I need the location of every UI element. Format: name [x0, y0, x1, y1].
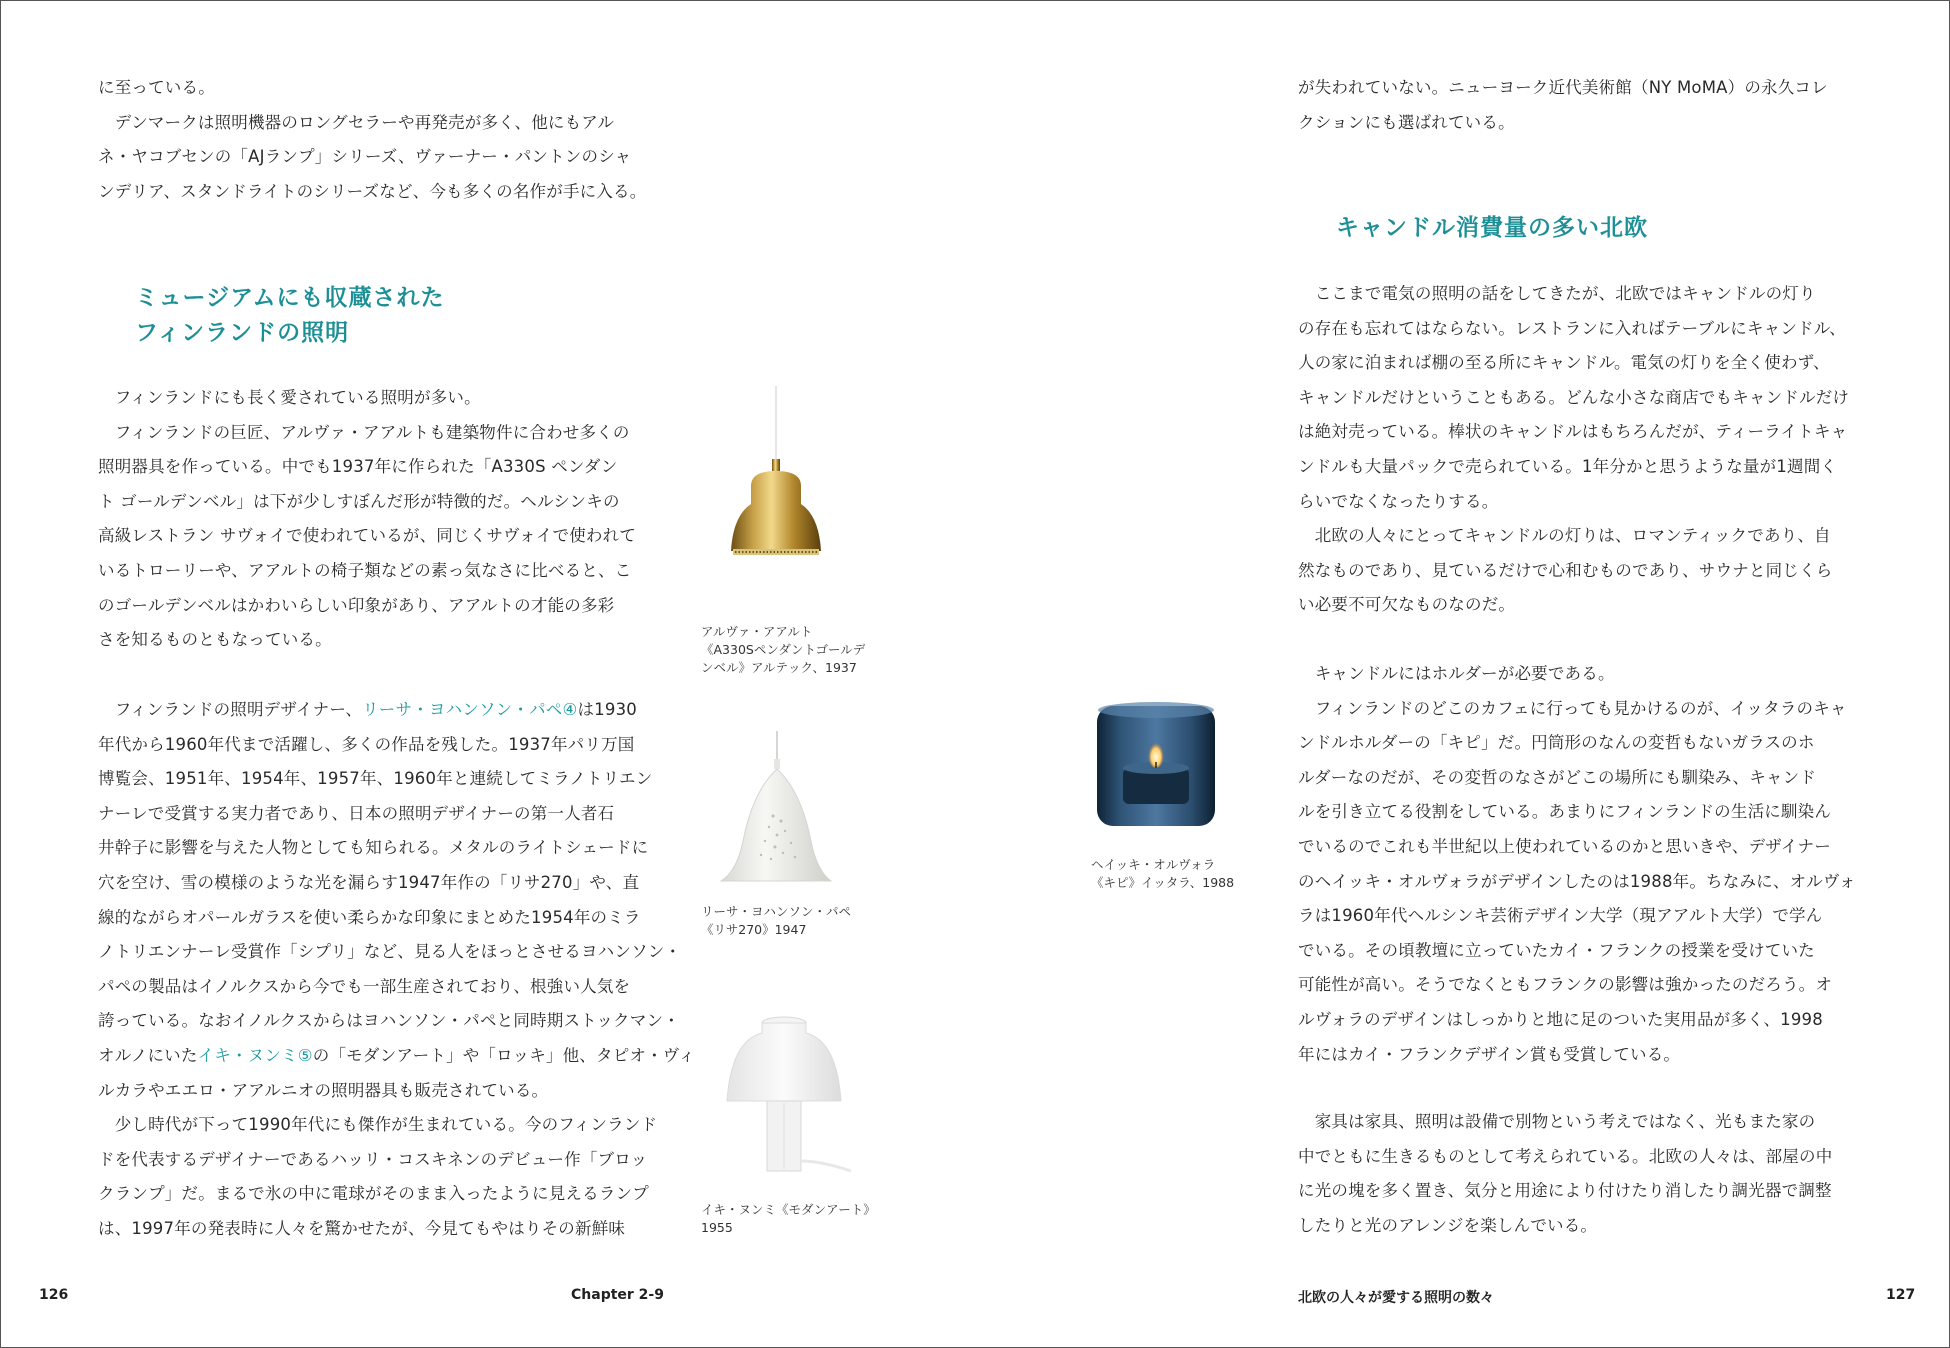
golden-bell-pendant-image	[711, 386, 841, 568]
designer-link-lisa-johansson-pape[interactable]: リーサ・ヨハンソン・パペ④	[362, 700, 578, 719]
left-page-number: 126	[39, 1287, 69, 1303]
designer-link-yki-nummi[interactable]: イキ・ヌンミ⑤	[197, 1045, 313, 1065]
left-section-heading: ミュージアムにも収蔵された フィンランドの照明	[135, 285, 445, 346]
right-running-head: 北欧の人々が愛する照明の数々	[1298, 1290, 1494, 1306]
caption-lisa270: リーサ・ヨハンソン・パペ 《リサ270》1947	[701, 904, 852, 937]
right-section2-text: キャンドルにはホルダーが必要である。 フィンランドのどこのカフェに行っても見かけるのが、イッタラのキャ ンドルホルダーの「キピ」だ。円筒形のなんの変哲もないガラスのホ ルダーなのだが、その変哲のなさがどこの場所にも馴染み、キャンド ルを引き立てる役割をしている。あまりにフィンランドの生活に馴染ん でいるのでこれも半世紀以上使われているのかと思いきや、デザイナー のヘイッキ・オルヴォラがデザインしたのは1988年。ちなみに、オルヴォ ラは1960年代ヘルシンキ芸術デザイン大学（現アアルト大学）で学ん でいる。その頃教壇に立っていたカイ・フランクの授業を受けていた 可能性が高い。そうでなくともフランクの影響は強かったのだろう。オ ルヴォラのデザインはしっかりと地に足のついた実用品が多く、1998 年にはカイ・フランクデザイン賞も受賞している。	[1298, 664, 1856, 1064]
left-section2-text: フィンランドの照明デザイナー、リーサ・ヨハンソン・パペ④は1930 年代から1960年代まで活躍し、多くの作品を残した。1937年パリ万国 博覧会、1951年、1954年、1957年、1960年と連続してミラノトリエン ナーレで受賞する実力者であり、日本の照明デザイナーの第一人者石 井幹子に影響を与えた人物としても知られる。メタルのライトシェードに 穴を空け、雪の模様のような光を漏らす1947年作の「リサ270」や、直 線的ながらオパールガラスを使い柔らかな印象にまとめた1954年のミラ ノトリエンナーレ受賞作「シプリ」など、見る人をほっとさせるヨハンソン・ パペの製品はイノルクスから今でも一部生産されており、根強い人気を 誇っている。なおイノルクスからはヨハンソン・パペと同時期ストックマン・ オルノにいたイキ・ヌンミ⑤の「モダンアート」や「ロッキ」他、タピオ・ヴィ ルカラやエエロ・アアルニオの照明器具も販売されている。 少し時代が下って1990年代にも傑作が生まれている。今のフィンランド ドを代表するデザイナーであるハッリ・コスキネンのデビュー作「ブロッ クランプ」だ。まるで氷の中に電球がそのまま入ったように見えるランプ は、1997年の発表時に人々を驚かせたが、今見てもやはりその新鮮味	[98, 700, 696, 1238]
left-section1-text: フィンランドにも長く愛されている照明が多い。 フィンランドの巨匠、アルヴァ・アアルトも建築物件に合わせ多くの 照明器具を作っている。中でも1937年に作られた「A330S ペンダン ト ゴールデンベル」は下が少しすぼんだ形が特徴的だ。ヘルシンキの 高級レストラン サヴォイで使われているが、同じくサヴォイで使われて いるトローリーや、アアルトの椅子類などの素っ気なさに比べると、こ のゴールデンベルはかわいらしい印象があり、アアルトの才能の多彩 さを知るものともなっている。	[98, 388, 637, 650]
right-page-number: 127	[1886, 1287, 1916, 1303]
left-intro-text: に至っている。 デンマークは照明機器のロングセラーや再発売が多く、他にもアル ネ・ヤコブセンの「AJランプ」シリーズ、ヴァーナー・パントンのシャ ンデリア、スタンドライトのシリーズなど、今も多くの名作が手に入る。	[98, 78, 647, 201]
right-section3-text: 家具は家具、照明は設備で別物という考えではなく、光もまた家の 中でともに生きるものとして考えられている。北欧の人々は、部屋の中 に光の塊を多く置き、気分と用途により付けたり消したり調光器で調整 したりと光のアレンジを楽しんでいる。	[1298, 1112, 1833, 1235]
caption-modern-art: イキ・ヌンミ《モダンアート》 1955	[701, 1202, 876, 1235]
caption-golden-bell: アルヴァ・アアルト 《A330Sペンダントゴールデ ンベル》アルテック、1937	[701, 624, 866, 675]
left-running-head: Chapter 2-9	[571, 1287, 664, 1303]
right-section1-text: ここまで電気の照明の話をしてきたが、北欧ではキャンドルの灯り の存在も忘れてはならない。レストランに入ればテーブルにキャンドル、 人の家に泊まれば棚の至る所にキャンドル。電気の灯りを全く使わず、 キャンドルだけということもある。どんな小さな商店でもキャンドルだけ は絶対売っている。棒状のキャンドルはもちろんだが、ティーライトキャ ンドルも大量パックで売られている。1年分かと思うような量が1週間く らいでなくなったりする。 北欧の人々にとってキャンドルの灯りは、ロマンティックであり、自 然なものであり、見ているだけで心和むものであり、サウナと同じくら い必要不可欠なものなのだ。	[1298, 284, 1850, 615]
modern-art-lamp-image	[711, 1011, 861, 1181]
caption-kivi: ヘイッキ・オルヴォラ 《キピ》イッタラ、1988	[1091, 857, 1235, 890]
kivi-candle-holder-image	[1091, 696, 1221, 836]
right-intro-text: が失われていない。ニューヨーク近代美術館（NY MoMA）の永久コレ クションにも選ばれている。	[1298, 78, 1828, 132]
lisa270-pendant-image	[713, 731, 833, 891]
right-section-heading: キャンドル消費量の多い北欧	[1336, 215, 1648, 241]
